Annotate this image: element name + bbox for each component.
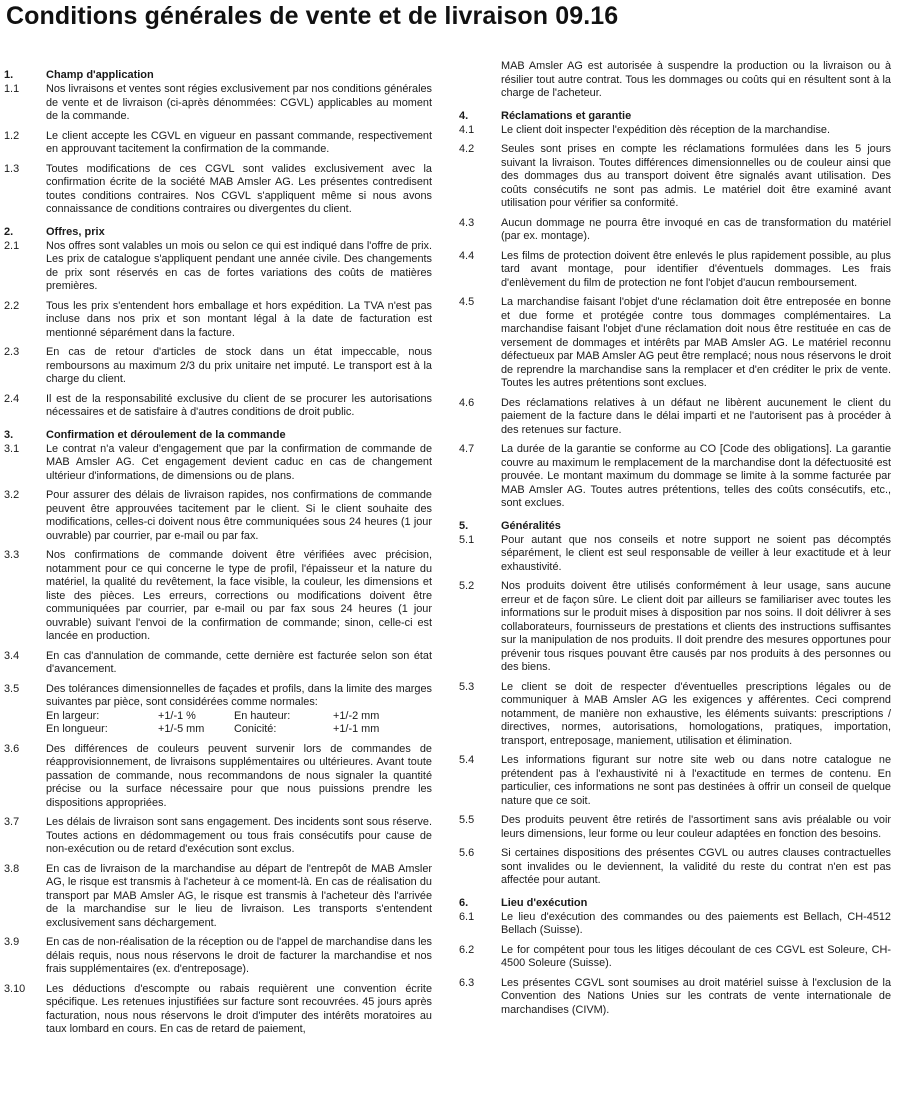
section-heading [459,520,891,533]
clause-text: Le lieu d'exécution des commandes ou des paiements est Bellach, CH-4512 Bellach (Suisse). [501,910,891,936]
clause-number: 4.1 [459,123,475,136]
clause-number: 5.2 [459,580,475,592]
clause-number: 3.10 [4,982,26,995]
tolerance-cell: +1/-5 mm [158,723,205,735]
clause [459,124,891,138]
section-title: Lieu d'exécution [501,896,588,909]
clause-number: 5.4 [459,754,475,766]
clause-number: 5.6 [459,847,475,859]
section-heading [459,110,891,123]
continued-text: MAB Amsler AG est autorisée à suspendre la production ou la livraison ou à résilier tout autre contrat. Tous les dommages ou coûts qui en résultent sont à la charge de l'acheteur. [501,60,891,99]
clause [4,130,432,157]
clause-number: 3.4 [4,649,20,662]
section-heading [459,897,891,910]
clause-number: 1.3 [4,162,20,175]
clause-number: 3.5 [4,682,20,695]
clause-text: Seules sont prises en compte les réclamations formulées dans les 5 jours suivant la livraison. Toutes différences dimensionnelles ou de couleur ainsi que des dommages dus au transport doivent être signalés avant utilisation. Des coûts consécutifs ne sont pas admis. Le matériel doit être examiné avant utilisation pour vérifier sa conformité. [501,143,891,209]
section-title: Confirmation et déroulement de la commande [46,428,286,441]
clause [4,489,432,543]
clause [4,743,432,811]
clause-number: 6.2 [459,943,475,956]
tolerance-cell: En longueur: [46,723,108,735]
tolerance-cell: En hauteur: [234,709,291,722]
section-number: 2. [4,225,14,238]
clause-text: Des différences de couleurs peuvent survenir lors de commandes de réapprovisionnement, de livraisons supplémentaires ou ultérieures. Avant toute passation de commande, nous recommandons de nous signaler la quantité précise ou la surface nécessaire pour que nous puissions prendre les dispositions appropriées. [46,742,432,809]
clause [459,217,891,244]
clause [4,549,432,644]
tolerance-table [46,710,432,737]
clause-text: Nos confirmations de commande doivent être vérifiées avec précision, notamment pour ce qui concerne le type de profil, l'épaisseur et la nature du matériel, la qualité du revêtement, la face visible, la couleur, les dimensions et liste des pièces. Les erreurs, corrections ou modifications doivent être communiquées par courrier, par e-mail ou par fax sous 24 heures (1 jour ouvrable) suivant l'envoi de la confirmation de commande; sinon, celle-ci est lancée en production. [46,549,432,642]
clause-number: 2.1 [4,239,20,252]
clause-number: 4.3 [459,216,475,229]
clause [459,911,891,938]
tolerance-cell: +1/-2 mm [333,709,380,722]
clause-text: Le for compétent pour tous les litiges découlant de ces CGVL est Soleure, CH-4500 Soleure (Suisse). [501,943,891,969]
clause [459,944,891,971]
clause-text: En cas de non-réalisation de la réception ou de l'appel de marchandise dans les délais requis, nous nous réservons le droit de facturer la marchandise et nos frais supplémentaires (ex. d'entreposage). [46,936,432,975]
clause-number: 5.5 [459,814,475,826]
clause-text: Si certaines dispositions des présentes CGVL ou autres clauses contractuelles sont invalides ou le deviennent, la validité du reste du contrat n'en est pas affectée pour autant. [501,847,891,886]
clause-number: 2.2 [4,299,20,312]
clause-number: 4.2 [459,143,475,155]
clause-number: 6.3 [459,976,475,989]
clause [4,240,432,294]
clause [4,936,432,977]
clause-number: 5.1 [459,533,475,546]
clause-text: Le contrat n'a valeur d'engagement que par la confirmation de commande de MAB Amsler AG. Cet engagement devient caduc en cas de changement ultérieur d'informations, de dimensions ou de plans. [46,442,432,482]
clause [4,683,432,737]
clause-number: 3.9 [4,936,20,948]
section-title: Réclamations et garantie [501,109,632,122]
clause-number: 3.3 [4,549,20,561]
clause [4,163,432,217]
section-number: 5. [459,519,469,532]
section-title: Offres, prix [46,225,105,238]
clause-number: 3.8 [4,862,20,875]
clause-text: Le client se doit de respecter d'éventuelles prescriptions légales ou de communiquer à MAB Amsler AG les exigences y afférentes. Ceci comprend notamment, de manière non exhaustive, les éléments suivants: prescriptions / directives, normes, autorisations, homologations, pratiques, importation, transport, entreposage, maniement, utilisation et élimination. [501,680,891,747]
clause-text: En cas de livraison de la marchandise au départ de l'entrepôt de MAB Amsler AG, le risque est transmis à l'acheteur à ce moment-là. En cas de réalisation du transport par MAB Amsler AG, le risque est transmis à l'acheteur dès l'arrivée de la marchandise sur le lieu de livraison. Les transports s'entendent exclusivement sans déchargement. [46,862,432,929]
clause-number: 2.4 [4,392,20,405]
clause-number: 6.1 [459,910,475,923]
section-title: Généralités [501,519,561,532]
clause [459,847,891,888]
clause-text: En cas de retour d'articles de stock dans un état impeccable, nous remboursons au maximum 2/3 du prix unitaire net imputé. Le transport est à la charge du client. [46,346,432,385]
left-column [4,60,432,1043]
section-title: Champ d'application [46,69,154,81]
clause-number: 5.3 [459,680,475,693]
clause-text: La durée de la garantie se conforme au CO [Code des obligations]. La garantie couvre au maximum le remplacement de la marchandise dont la défectuosité est prouvée. Le montant maximum du dommage se limite à la somme facturée par MAB Amsler AG. Toutes autres prétentions, telles des coûts consécutifs, etc., sont exclues. [501,443,891,509]
clause-number: 3.6 [4,742,20,755]
clause [459,754,891,808]
tolerance-cell: Conicité: [234,723,277,735]
clause [4,300,432,341]
clause-text: Le client accepte les CGVL en vigueur en passant commande, respectivement en approuvant tacitement la confirmation de la commande. [46,129,432,155]
clause-text: Pour assurer des délais de livraison rapides, nos confirmations de commande peuvent être approuvées tacitement par le client. Si le client souhaite des modifications, celles-ci doivent nous être communiquées sous 24 heures (1 jour ouvrable) par courrier, par e-mail ou par fax. [46,489,432,542]
clause [4,393,432,420]
clause-text: Les présentes CGVL sont soumises au droit matériel suisse à l'exclusion de la Convention des Nations Unies sur les contrats de vente internationale de marchandises (CIVM). [501,976,891,1016]
section-number: 3. [4,428,14,441]
clause-text: Les déductions d'escompte ou rabais requièrent une convention écrite spécifique. Les retenues injustifiées sur facture sont recouvrées. 45 jours après facturation, nous nous réservons le droit d'imputer des intérêts moratoires au taux lombard en cours. En cas de retard de paiement, [46,982,432,1035]
clause [4,83,432,124]
clause-text: Nos livraisons et ventes sont régies exclusivement par nos conditions générales de vente et de livraison (ci-après dénommées: CGVL) applicables au moment de la commande. [46,83,432,122]
section-heading [4,429,432,442]
clause-number: 3.1 [4,442,20,455]
clause-text: Tous les prix s'entendent hors emballage et hors expédition. La TVA n'est pas incluse dans nos prix et son montant légal à la date de facturation est mentionné séparément dans la facture. [46,299,432,339]
clause-text: Pour autant que nos conseils et notre support ne soient pas décomptés séparément, le client est seul responsable de veiller à leur exactitude et à leur exhaustivité. [501,533,891,573]
clause-text: Les informations figurant sur notre site web ou dans notre catalogue ne prétendent pas à l'exhaustivité ni à l'exactitude en termes de contenu. En particulier, ces informations ne sont pas destinées à offrir un conseil de quelque nature que ce soit. [501,754,891,807]
section-heading [4,226,432,239]
clause-number: 4.6 [459,396,475,409]
clause [4,983,432,1037]
clause-number: 3.2 [4,489,20,501]
clause [459,977,891,1018]
clause [459,250,891,291]
clause-number: 2.3 [4,346,20,358]
clause [459,814,891,841]
clause [459,534,891,575]
clause [459,580,891,675]
clause-number: 3.7 [4,816,20,828]
clause-text: La marchandise faisant l'objet d'une réclamation doit être entreposée en bonne et due forme et protégée contre tous dommages complémentaires. La marchandise faisant l'objet d'une réclamation doit nous être restituée en cas de versement de dommages et intérêts par MAB Amsler AG. Le matériel reconnu défectueux par MAB Amsler AG peut être remplacé; nous nous réservons le droit de reprendre la marchandise sans la remplacer et d'en créditer le prix de vente. Toutes les autres prétentions sont exclues. [501,296,891,389]
clause [459,443,891,511]
clause-text: Les films de protection doivent être enlevés le plus rapidement possible, au plus tard avant montage, pour identifier d'éventuels dommages. Les frais d'enlèvement du film de protection ne font l'objet d'aucun remboursement. [501,249,891,289]
clause-number: 1.1 [4,83,20,95]
section-number: 4. [459,109,469,122]
clause-number: 4.4 [459,249,475,262]
clause-text: Des tolérances dimensionnelles de façades et profils, dans la limite des marges suivantes par pièce, sont considérées comme normales: En largeur: +1/-1 % En hauteur: +1/-2 mm En longueur: +1/-5 mm Conicité: +1/-1 mm [46,682,432,735]
clause-number: 4.5 [459,296,475,308]
clause-text: Les délais de livraison sont sans engagement. Des incidents sont sous réserve. Toutes actions en dédommagement ou tous frais consécutifs pour cause de non-exécution ou de retard d'exécution sont exclus. [46,816,432,855]
right-column [459,60,891,1023]
clause-text: Des réclamations relatives à un défaut ne libèrent aucunement le client du paiement de la facture dans le délai imparti et ne l'autorisent pas à procéder à des retenues sur facture. [501,396,891,436]
clause [459,397,891,438]
clause-number: 1.2 [4,129,20,142]
clause [459,681,891,749]
page-title: Conditions générales de vente et de livraison 09.16 [6,2,619,30]
clause-text: Nos produits doivent être utilisés conformément à leur usage, sans aucune erreur et de façon sûre. Le client doit par ailleurs se familiariser avec toutes les informations sur le produit mises à disposition par nos soins. Il doit délivrer à ses collaborateurs, fournisseurs de prestations et clients des instructions suffisantes sur la manipulation de nos produits. Il doit prendre des mesures opportunes pour prévenir tous risques pouvant être causés par nos produits à des personnes ou des biens. [501,580,891,673]
clause [4,816,432,857]
section-heading [4,69,432,82]
section-number: 6. [459,896,469,909]
clause [4,863,432,931]
clause [4,443,432,484]
clause-number: 4.7 [459,443,475,455]
clause-text: En cas d'annulation de commande, cette dernière est facturée selon son état d'avancement. [46,649,432,675]
clause-text: Nos offres sont valables un mois ou selon ce qui est indiqué dans l'offre de prix. Les prix de catalogue s'appliquent pendant une année civile. Des changements de prix sont réservés en cas de fortes variations des coûts de matières premières. [46,239,432,292]
clause-text: Il est de la responsabilité exclusive du client de se procurer les autorisations nécessaires et de satisfaire à d'autres conditions de droit public. [46,392,432,418]
clause [4,650,432,677]
tolerance-cell: En largeur: [46,709,100,722]
clause [459,143,891,211]
clause-text: Aucun dommage ne pourra être invoqué en cas de transformation du matériel (par ex. montage). [501,216,891,242]
clause [4,346,432,387]
tolerance-cell: +1/-1 mm [333,723,380,735]
section-number: 1. [4,69,14,81]
tolerance-cell: +1/-1 % [158,709,196,722]
clause-text: Le client doit inspecter l'expédition dès réception de la marchandise. [501,123,830,136]
clause-text: Toutes modifications de ces CGVL sont valides exclusivement avec la confirmation écrite de la société MAB Amsler AG. Les présentes contredisent toutes conditions contraires. Nos CGVL s'appliquent même si nous avons connaissance de conditions contraires ou divergentes du client. [46,162,432,215]
clause [459,296,891,391]
clause-text: Des produits peuvent être retirés de l'assortiment sans avis préalable ou voir leurs dimensions, leur forme ou leur couleur adaptées en fonction des besoins. [501,814,891,840]
